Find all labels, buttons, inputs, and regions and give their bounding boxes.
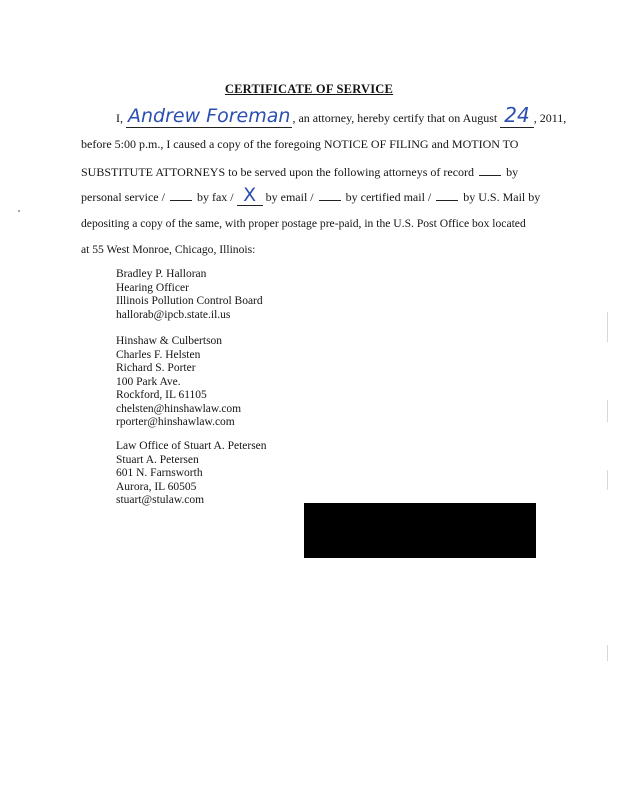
us-mail-label: by U.S. Mail by	[463, 190, 541, 204]
recipient-block-petersen	[116, 440, 267, 508]
recipient-line: Rockford, IL 61105	[116, 389, 207, 401]
line1-prefix: I,	[116, 111, 123, 125]
recipient-line: Hinshaw & Culbertson	[116, 335, 223, 347]
scan-dot	[18, 210, 20, 212]
personal-service-label: personal service /	[81, 190, 165, 204]
scan-artifact	[607, 400, 608, 422]
recipient-line: Charles F. Helsten	[116, 348, 201, 361]
certification-line-1	[116, 103, 566, 127]
handwritten-day: 24	[500, 103, 533, 128]
email-check-blank	[237, 184, 263, 206]
recipient-line: 601 N. Farnsworth	[116, 467, 203, 479]
certificate-title: CERTIFICATE OF SERVICE	[224, 82, 394, 96]
recipient-line: Hearing Officer	[116, 281, 189, 294]
recipient-line: Aurora, IL 60505	[116, 480, 197, 493]
certified-mail-label: by certified mail /	[345, 190, 432, 204]
personal-service-blank	[170, 190, 192, 201]
scan-artifact	[607, 645, 608, 661]
recipient-line: Stuart A. Petersen	[116, 453, 199, 466]
certification-line-6: at 55 West Monroe, Chicago, Illinois:	[81, 243, 256, 256]
certification-line-2: before 5:00 p.m., I caused a copy of the foregoing NOTICE OF FILING and MOTION TO	[81, 137, 519, 151]
recipient-email: stuart@stulaw.com	[116, 494, 205, 506]
scan-artifact	[607, 312, 608, 342]
recipient-line: Richard S. Porter	[116, 362, 196, 374]
line1-suffix: , 2011,	[533, 111, 567, 125]
redaction-box	[304, 503, 536, 558]
recipient-email: chelsten@hinshawlaw.com	[116, 402, 242, 415]
recipient-line: Bradley P. Halloran	[116, 268, 207, 280]
line3-suffix: by	[506, 165, 519, 179]
handwritten-email-mark: X	[243, 184, 257, 206]
recipient-email: hallorab@ipcb.state.il.us	[116, 308, 231, 321]
line3-prefix: SUBSTITUTE ATTORNEYS to be served upon the following attorneys of record	[81, 165, 475, 179]
record-blank	[479, 165, 501, 176]
fax-label: by fax /	[196, 190, 234, 204]
certified-mail-blank	[319, 190, 341, 201]
certification-line-5: depositing a copy of the same, with proper postage pre-paid, in the U.S. Post Office box located	[81, 217, 526, 230]
recipient-line: Law Office of Stuart A. Petersen	[116, 440, 267, 452]
recipient-email: rporter@hinshawlaw.com	[116, 416, 235, 428]
us-mail-blank	[436, 190, 458, 201]
line1-middle: , an attorney, hereby certify that on August	[292, 111, 498, 125]
email-label: by email /	[265, 190, 314, 204]
recipient-block-hinshaw	[116, 335, 241, 430]
recipient-line: Illinois Pollution Control Board	[116, 295, 263, 307]
recipient-line: 100 Park Ave.	[116, 375, 181, 388]
recipient-block-halloran	[116, 268, 263, 322]
scan-artifact	[607, 470, 608, 490]
certification-line-3	[81, 165, 518, 180]
handwritten-signer-name: Andrew Foreman	[128, 105, 291, 127]
certification-line-4	[81, 184, 541, 206]
